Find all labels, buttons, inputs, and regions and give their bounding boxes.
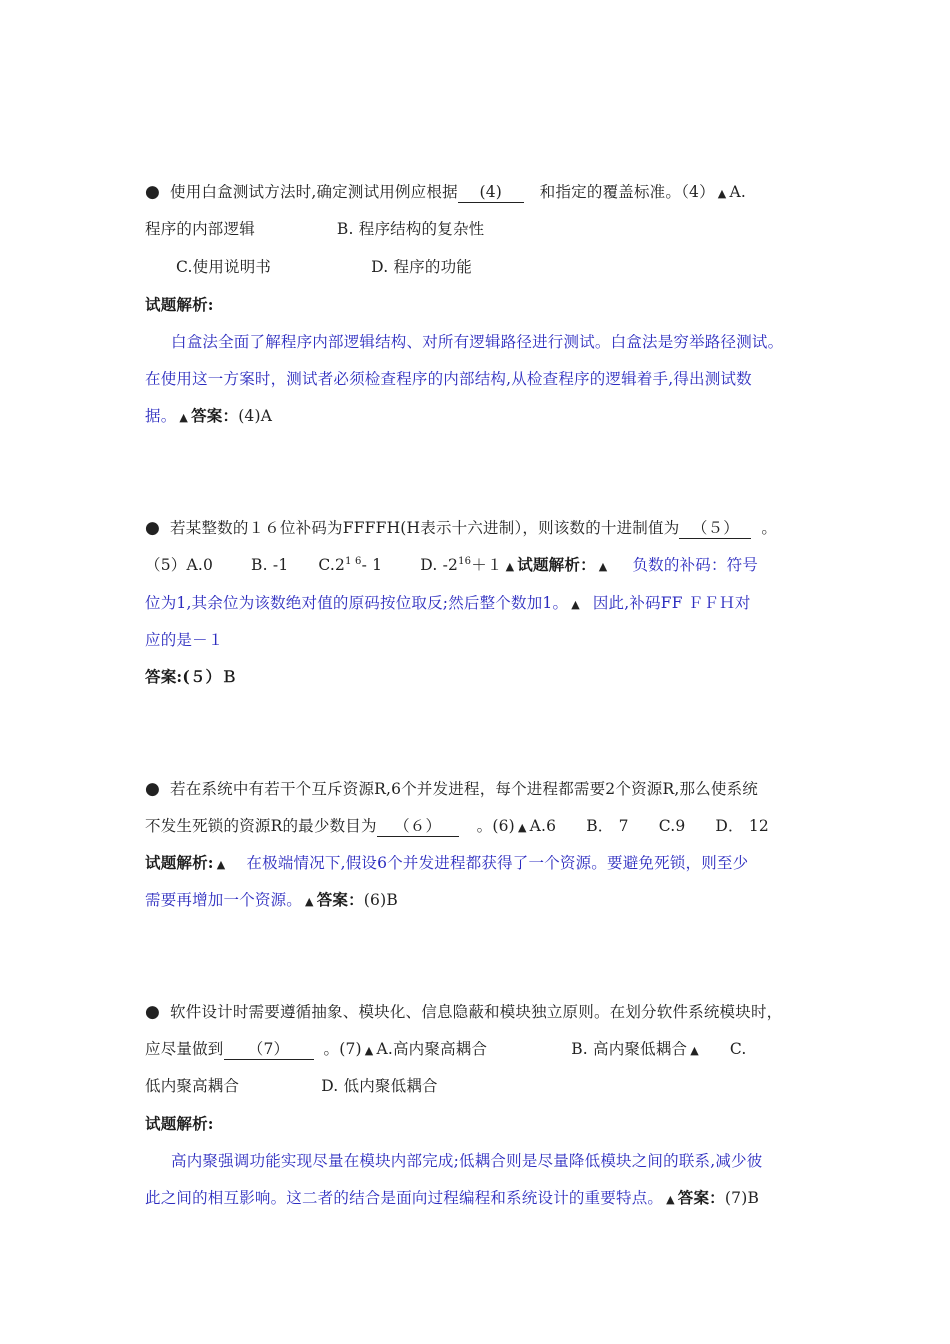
q5-opt-d-sup: 16 xyxy=(458,555,472,567)
bullet-icon: ● xyxy=(145,518,161,538)
q5-opt-c-head: C.2 xyxy=(318,556,346,574)
q5-analysis-line-2 xyxy=(145,593,825,615)
triangle-mark-icon: ▲ xyxy=(717,187,727,200)
q6-analysis-line-2 xyxy=(145,890,825,912)
q7-analysis-line-1: 高内聚强调功能实现尽量在模块内部完成;低耦合则是尽量降低模块之间的联系,减少彼 xyxy=(171,1152,763,1170)
q4-answer-value: (4)A xyxy=(238,407,273,425)
q6-opt-d: D． 12 xyxy=(715,817,769,835)
q5-answer: 答案:(５）Ｂ xyxy=(145,667,237,686)
triangle-mark-icon: ▲ xyxy=(571,598,580,611)
triangle-mark-icon: ▲ xyxy=(517,821,527,834)
q6-answer-value: (6)B xyxy=(363,891,398,909)
q4-answer-line xyxy=(145,406,825,428)
q5-opt-d-head: D. -2 xyxy=(420,556,459,574)
q5-opt-c-tail: - 1 xyxy=(361,556,383,574)
q5-blank: （５） xyxy=(679,518,751,539)
q7-analysis-line-2-text: 此之间的相互影响。这二者的结合是面向过程编程和系统设计的重要特点。 xyxy=(145,1189,664,1207)
q4-analysis-line-2: 在使用这一方案时，测试者必须检查程序的内部结构,从检查程序的逻辑着手,得出测试数 xyxy=(145,370,752,388)
q6-blank: （６） xyxy=(377,816,459,837)
q5-opt-c-sup: 1 6 xyxy=(345,555,362,567)
q4-stem-a: 使用白盒测试方法时,确定测试用例应根据 xyxy=(170,183,458,201)
q4-opt-a-text: 程序的内部逻辑 xyxy=(145,220,255,238)
q6-opt-c: C.9 xyxy=(658,817,686,835)
bullet-icon: ● xyxy=(145,182,161,202)
q5-opt-d-tail: ＋１ xyxy=(471,556,503,574)
q4-options-line-1 xyxy=(145,219,825,239)
q4-analysis-line-3: 据。 xyxy=(145,407,177,425)
q4-opt-b: B. 程序结构的复杂性 xyxy=(336,220,485,238)
q4-options-line-2 xyxy=(176,257,856,277)
bullet-icon: ● xyxy=(145,1002,161,1022)
q6-analysis-line-1 xyxy=(145,853,825,875)
triangle-mark-icon: ▲ xyxy=(364,1044,374,1057)
q5-opt-a: （5）A.0 xyxy=(145,556,214,574)
q6-stem-line-1 xyxy=(145,779,825,799)
q4-blank: (4) xyxy=(458,182,524,203)
q6-stem-line-2 xyxy=(145,816,825,838)
q7-stem-line-1-text: 软件设计时需要遵循抽象、模块化、信息隐蔽和模块独立原则。在划分软件系统模块时， xyxy=(170,1003,783,1021)
q4-opt-d: D. 程序的功能 xyxy=(371,258,472,276)
triangle-mark-icon: ▲ xyxy=(690,1044,699,1057)
q4-analysis-label: 试题解析: xyxy=(145,295,214,314)
q6-analysis-a: 在极端情况下,假设6个并发进程都获得了一个资源。要避免死锁，则至少 xyxy=(246,854,749,872)
q5-stem-a: 若某整数的１６位补码为FFFFH(H表示十六进制），则该数的十进制值为 xyxy=(170,519,680,537)
q7-stem-a: 应尽量做到 xyxy=(145,1040,224,1058)
q7-stem-line-1 xyxy=(145,1002,825,1022)
q6-analysis-label: 试题解析: xyxy=(145,853,214,872)
triangle-mark-icon: ▲ xyxy=(179,411,189,424)
q7-answer-value: (7)B xyxy=(724,1189,760,1207)
q4-analysis-line-1: 白盒法全面了解程序内部逻辑结构、对所有逻辑路径进行测试。白盒法是穷举路径测试。 xyxy=(171,333,784,351)
q5-stem-line xyxy=(145,518,825,539)
q6-stem-b: 。(6) xyxy=(476,817,515,835)
q6-opt-a: A.6 xyxy=(529,817,557,835)
triangle-mark-icon: ▲ xyxy=(216,858,226,871)
q7-opt-d: D. 低内聚低耦合 xyxy=(321,1077,438,1095)
q7-opt-c-text: 低内聚高耦合 xyxy=(145,1077,240,1095)
q6-opt-b: B． 7 xyxy=(586,817,629,835)
triangle-mark-icon: ▲ xyxy=(666,1193,675,1206)
q4-stem-line xyxy=(145,182,825,204)
q5-analysis-line-3: 应的是－１ xyxy=(145,631,224,649)
q5-options-line xyxy=(145,555,825,577)
q7-stem-line-2 xyxy=(145,1039,825,1061)
q7-answer-label: 答案： xyxy=(677,1188,725,1207)
q5-analysis-a: 负数的补码：符号 xyxy=(632,556,759,574)
q4-stem-b: 和指定的覆盖标准。（4） xyxy=(539,183,715,201)
triangle-mark-icon: ▲ xyxy=(505,560,515,573)
q5-analysis-b: 因此,补码FF ＦＦＨ对 xyxy=(592,594,751,612)
q7-opt-c-head: C. xyxy=(729,1040,747,1058)
q5-analysis-label: 试题解析： xyxy=(517,555,596,574)
q4-answer-label: 答案： xyxy=(191,406,239,425)
q7-options-line xyxy=(145,1076,825,1096)
q5-stem-b: 。 xyxy=(761,519,778,537)
q6-analysis-line-2-text: 需要再增加一个资源。 xyxy=(145,891,303,909)
q7-blank: （7） xyxy=(224,1039,314,1060)
q7-opt-a: A.高内聚高耦合 xyxy=(376,1040,488,1058)
q4-opt-a-head: A. xyxy=(729,183,746,201)
q7-analysis-label: 试题解析: xyxy=(145,1114,214,1133)
q5-opt-b: B. -1 xyxy=(251,556,289,574)
q6-answer-label: 答案： xyxy=(316,890,364,909)
q7-stem-b: 。(7) xyxy=(323,1040,362,1058)
triangle-mark-icon: ▲ xyxy=(305,895,314,908)
q7-analysis-line-2 xyxy=(145,1188,825,1210)
q7-opt-b: B. 高内聚低耦合 xyxy=(571,1040,688,1058)
q6-stem-a: 不发生死锁的资源R的最少数目为 xyxy=(145,817,377,835)
bullet-icon: ● xyxy=(145,779,161,799)
q6-stem-line-1-text: 若在系统中有若干个互斥资源R,6个并发进程，每个进程都需要2个资源R,那么使系统 xyxy=(170,780,758,798)
q5-analysis-line-2-text: 位为1,其余位为该数绝对值的原码按位取反;然后整个数加1。 xyxy=(145,594,569,612)
triangle-mark-icon: ▲ xyxy=(598,560,608,573)
q4-opt-c: C.使用说明书 xyxy=(176,258,272,276)
